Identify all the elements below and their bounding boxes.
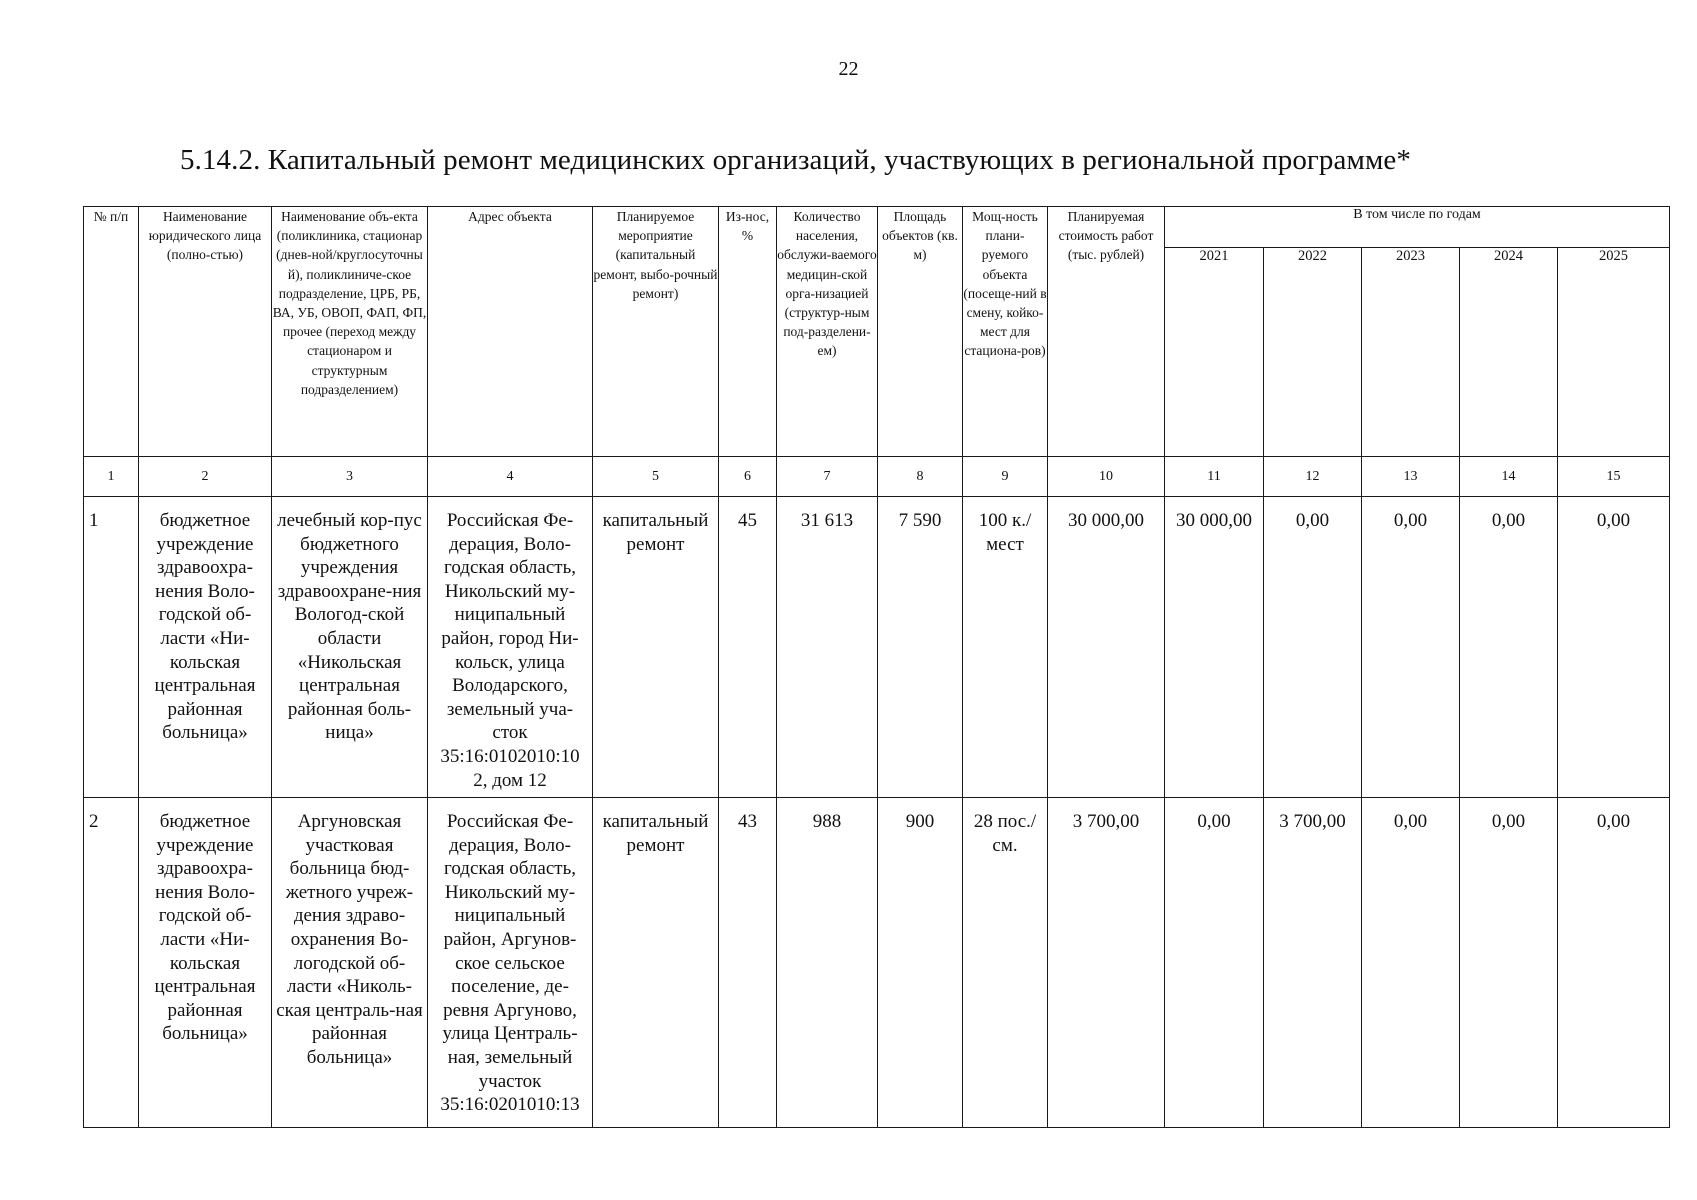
cell-population: 988 (777, 798, 878, 1128)
cell-area: 7 590 (878, 497, 963, 798)
header-capacity: Мощ-ность плани-руемого объекта (посеще-ний в смену, койко-мест для стациона-ров) (963, 207, 1048, 457)
cell-year-2023: 0,00 (1362, 798, 1460, 1128)
cell-npp: 1 (84, 497, 139, 798)
header-address: Адрес объекта (428, 207, 593, 457)
column-number: 11 (1165, 457, 1264, 497)
column-number: 12 (1264, 457, 1362, 497)
cell-year-2023: 0,00 (1362, 497, 1460, 798)
column-number: 14 (1460, 457, 1558, 497)
cell-wear: 45 (719, 497, 777, 798)
cell-area: 900 (878, 798, 963, 1128)
cell-capacity: 100 к./мест (963, 497, 1048, 798)
cell-wear: 43 (719, 798, 777, 1128)
cell-measure: капитальный ремонт (593, 497, 719, 798)
cell-capacity: 28 пос./см. (963, 798, 1048, 1128)
column-number: 4 (428, 457, 593, 497)
cell-npp: 2 (84, 798, 139, 1128)
cell-year-2022: 0,00 (1264, 497, 1362, 798)
page-number: 22 (838, 58, 859, 80)
header-year-2021: 2021 (1165, 248, 1264, 457)
cell-year-2025: 0,00 (1558, 497, 1670, 798)
header-wear: Из-нос, % (719, 207, 777, 457)
header-cost: Планируемая стоимость работ (тыс. рублей) (1048, 207, 1165, 457)
cell-address: Российская Фе-дерация, Воло-годская область, Никольский му-ниципальный район, Аргунов-ское сельское поселение, де-ревня Аргуново, улица Централь-ная, земельный участок 35:16:0201010:13 (428, 798, 593, 1128)
cell-year-2024: 0,00 (1460, 497, 1558, 798)
column-number: 3 (272, 457, 428, 497)
header-by-years: В том числе по годам (1165, 207, 1670, 248)
column-number: 7 (777, 457, 878, 497)
cell-object-name: лечебный кор-пус бюджетного учреждения здравоохране-ния Вологод-ской области «Никольская центральная районная боль-ница» (272, 497, 428, 798)
column-number: 1 (84, 457, 139, 497)
header-year-2022: 2022 (1264, 248, 1362, 457)
column-number: 13 (1362, 457, 1460, 497)
cell-year-2024: 0,00 (1460, 798, 1558, 1128)
header-year-2023: 2023 (1362, 248, 1460, 457)
header-population: Количество населения, обслужи-ваемого медицин-ской орга-низацией (структур-ным под-разделени-ем) (777, 207, 878, 457)
cell-measure: капитальный ремонт (593, 798, 719, 1128)
column-number: 8 (878, 457, 963, 497)
cell-cost: 3 700,00 (1048, 798, 1165, 1128)
cell-year-2021: 0,00 (1165, 798, 1264, 1128)
cell-year-2022: 3 700,00 (1264, 798, 1362, 1128)
header-legal-entity: Наименование юридического лица (полно-стью) (139, 207, 272, 457)
column-number: 10 (1048, 457, 1165, 497)
column-number: 2 (139, 457, 272, 497)
capital-repair-table (83, 206, 1670, 1128)
cell-legal-entity: бюджетное учреждение здравоохра-нения Воло-годской об-ласти «Ни-кольская центральная районная больница» (139, 497, 272, 798)
cell-population: 31 613 (777, 497, 878, 798)
header-year-2024: 2024 (1460, 248, 1558, 457)
column-number: 6 (719, 457, 777, 497)
column-numbers-row (84, 457, 1670, 497)
cell-legal-entity: бюджетное учреждение здравоохра-нения Воло-годской об-ласти «Ни-кольская центральная районная больница» (139, 798, 272, 1128)
header-planned-measure: Планируемое мероприятие (капитальный ремонт, выбо-рочный ремонт) (593, 207, 719, 457)
column-number: 9 (963, 457, 1048, 497)
table-row (84, 798, 1670, 1128)
cell-year-2025: 0,00 (1558, 798, 1670, 1128)
header-area: Площадь объектов (кв. м) (878, 207, 963, 457)
cell-cost: 30 000,00 (1048, 497, 1165, 798)
cell-object-name: Аргуновская участковая больница бюд-жетного учреж-дения здраво-охранения Во-логодской об-ласти «Николь-ская централь-ная районная больница» (272, 798, 428, 1128)
table-header-row (84, 207, 1670, 248)
header-year-2025: 2025 (1558, 248, 1670, 457)
header-npp: № п/п (84, 207, 139, 457)
column-number: 15 (1558, 457, 1670, 497)
section-heading: 5.14.2. Капитальный ремонт медицинских организаций, участвующих в региональной программе* (180, 144, 1411, 176)
table-row (84, 497, 1670, 798)
header-object-name: Наименование объ-екта (поликлиника, стационар (днев-ной/круглосуточны й), поликлиниче-ское подразделение, ЦРБ, РБ, ВА, УБ, ОВОП, ФАП, ФП, прочее (переход между стационаром и структурным подразделением) (272, 207, 428, 457)
cell-address: Российская Фе-дерация, Воло-годская область, Никольский му-ниципальный район, город Ни-кольск, улица Володарского, земельный уча-сток 35:16:0102010:10 2, дом 12 (428, 497, 593, 798)
cell-year-2021: 30 000,00 (1165, 497, 1264, 798)
column-number: 5 (593, 457, 719, 497)
